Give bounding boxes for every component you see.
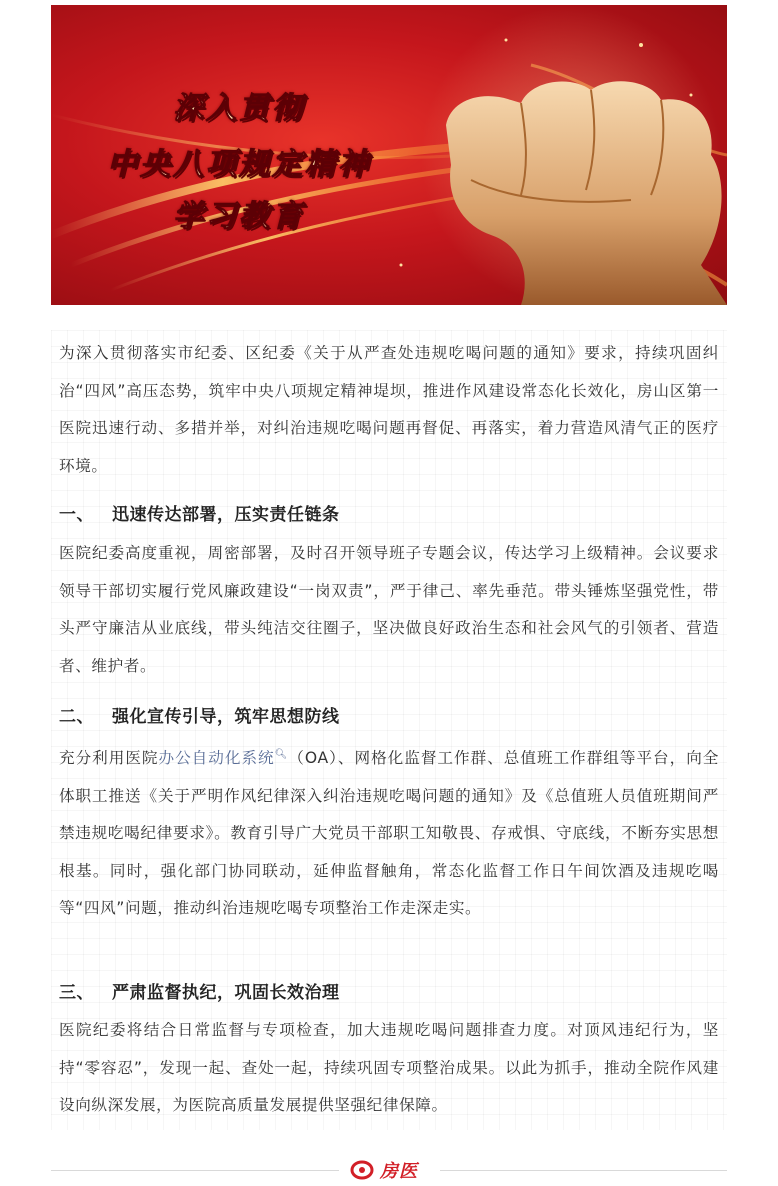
section-heading-1: [59, 500, 719, 530]
section-body-3: 医院纪委将结合日常监督与专项检查，加大违规吃喝问题排查力度。对顶风违纪行为，坚持“零容忍”，发现一起、查处一起，持续巩固专项整治成果。以此为抓手，推动全院作风建设向纵深发展，为医院高质量发展提供坚强纪律保障。: [59, 1021, 719, 1114]
footer-divider-right: [440, 1170, 727, 1171]
footer-divider-left: [51, 1170, 339, 1171]
oa-system-link[interactable]: 办公自动化系统: [158, 749, 275, 768]
body-text: （OA）、网格化监督工作群、总值班工作群组等平台，向全体职工推送《关于严明作风纪律深入纠治违规吃喝问题的通知》及《总值班人员值班期间严禁违规吃喝纪律要求》。教育引导广大党员干部职工知敬畏、存戒惧、守底线，不断夯实思想根基。同时，强化部门协同联动，延伸监督触角，常态化监督工作日午间饮酒及违规吃喝等“四风”问题，推动纠治违规吃喝专项整治工作走深走实。: [59, 749, 719, 918]
section-title: 严肃监督执纪，巩固长效治理: [112, 983, 340, 1003]
footer-logo-text: 房医: [380, 1161, 418, 1182]
section-heading-2: [59, 702, 719, 732]
banner-title-line-1: 深入贯彻: [173, 91, 305, 126]
search-icon[interactable]: 🔍︎: [274, 749, 289, 760]
section-title: 迅速传达部署，压实责任链条: [112, 505, 340, 525]
banner-title-line-3: 学习教育: [173, 199, 305, 234]
eye-ring-icon: [350, 1160, 374, 1180]
section-body-2: [59, 736, 719, 928]
intro-paragraph: 为深入贯彻落实市纪委、区纪委《关于从严查处违规吃喝问题的通知》要求，持续巩固纠治“四风”高压态势，筑牢中央八项规定精神堤坝，推进作风建设常态化长效化，房山区第一医院迅速行动、多措并举，对纠治违规吃喝问题再督促、再落实，着力营造风清气正的医疗环境。: [59, 344, 719, 475]
section-heading-3: [59, 978, 719, 1008]
section-title: 强化宣传引导，筑牢思想防线: [112, 707, 340, 727]
section-body-1: 医院纪委高度重视，周密部署，及时召开领导班子专题会议，传达学习上级精神。会议要求领导干部切实履行党风廉政建设“一岗双责”，严于律己、率先垂范。带头锤炼坚强党性，带头严守廉洁从业底线，带头纯洁交往圈子，坚决做良好政治生态和社会风气的引领者、营造者、维护者。: [59, 544, 719, 675]
body-text: 充分利用医院: [59, 749, 159, 768]
header-banner: [51, 5, 727, 305]
banner-title-line-2: 中央八项规定精神: [107, 147, 371, 182]
section-number: 二、: [59, 707, 94, 727]
article-body: [51, 330, 727, 1130]
section-number: 一、: [59, 505, 94, 525]
section-number: 三、: [59, 983, 94, 1003]
footer-logo: [350, 1157, 418, 1183]
